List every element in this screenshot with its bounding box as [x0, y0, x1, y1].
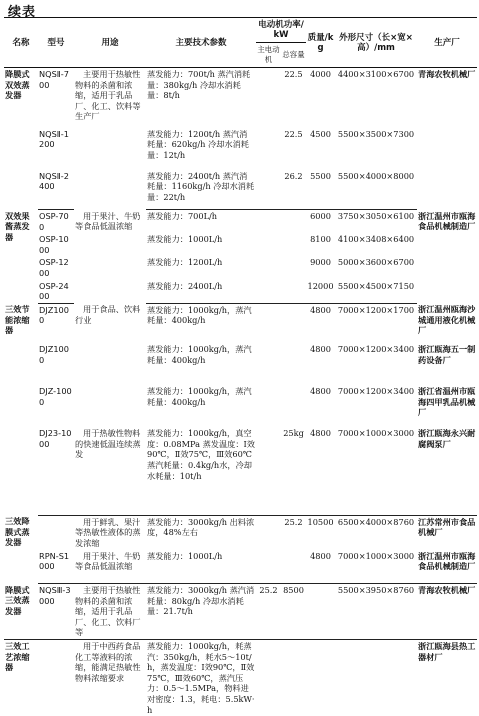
- cell-params: 蒸发能力：2400L/h: [146, 280, 256, 304]
- cell-motor-main: [256, 385, 281, 427]
- cell-dims: 5500×4000×8000: [335, 170, 417, 210]
- cell-mass: [306, 640, 335, 716]
- cell-model: OSP-2400: [38, 280, 74, 304]
- header-model: 型号: [38, 18, 74, 68]
- cell-params: 蒸发能力：1000kg/h，蒸汽耗量：400kg/h: [146, 385, 256, 427]
- cell-motor-total: [281, 385, 306, 427]
- table-row: [4, 550, 477, 584]
- cell-maker: 浙江温州市瓯海食品机械制造厂: [417, 210, 477, 304]
- table-row: [4, 385, 477, 427]
- header-dims: 外形尺寸（长×宽×高）/mm: [335, 18, 417, 68]
- cell-motor-main: [256, 640, 281, 716]
- cell-mass: 4000: [306, 68, 335, 128]
- cell-name: 三效节能浓缩器: [4, 303, 38, 515]
- cell-dims: 4100×3408×6400: [335, 233, 417, 256]
- equipment-spec-table: [4, 17, 477, 716]
- cell-motor-total: 26.2: [281, 170, 306, 210]
- cell-maker: 浙江温州市瓯海食品机械制造厂: [417, 550, 477, 584]
- table-row: [4, 210, 477, 234]
- cell-params: 蒸发能力：1000kg/h，真空度：0.08MPa 蒸发温度：Ⅰ效90℃，Ⅱ效75℃，Ⅲ效60℃ 蒸汽耗量：0.4kg/h水，冷却水耗量：10t/h: [146, 427, 256, 515]
- cell-name: 三效工艺浓缩器: [4, 640, 38, 716]
- cell-model: DJZ-1000: [38, 385, 74, 427]
- cell-use: [74, 385, 146, 427]
- cell-name: 三效降膜式蒸发器: [4, 515, 38, 583]
- cell-motor-total: 22.5: [281, 68, 306, 128]
- cell-params: 蒸发能力：1000L/h: [146, 550, 256, 584]
- cell-motor-total: [281, 256, 306, 279]
- cell-motor-total: 22.5: [281, 128, 306, 170]
- cell-maker: 青海农牧机械厂: [417, 68, 477, 210]
- cell-motor-main: [256, 256, 281, 279]
- cell-use: 用于果汁、牛奶等食品低温浓缩: [74, 550, 146, 584]
- cell-mass: [306, 584, 335, 640]
- header-motor-main: 主电动机: [256, 43, 281, 68]
- cell-params: 蒸发能力：1200L/h: [146, 256, 256, 279]
- cell-motor-total: [281, 550, 306, 584]
- cell-model: [38, 640, 74, 716]
- cell-name: 双效果酱蒸发器: [4, 210, 38, 304]
- cell-dims: 5500×3950×8760: [335, 584, 417, 640]
- table-row: [4, 68, 477, 128]
- cell-model: NQSⅡ-2400: [38, 170, 74, 210]
- cell-model: NQSⅢ-3000: [38, 584, 74, 640]
- cell-params: 蒸发能力：3000kg/h 出料浓度，48%左右: [146, 515, 256, 549]
- cell-dims: 5500×4500×7150: [335, 280, 417, 304]
- cell-model: OSP-700: [38, 210, 74, 234]
- cell-motor-main: [256, 515, 281, 549]
- header-motor-total: 总容量: [281, 43, 306, 68]
- cell-model: NQSⅡ-700: [38, 68, 74, 128]
- cell-motor-total: [281, 343, 306, 385]
- cell-motor-total: [281, 303, 306, 343]
- cell-params: 蒸发能力：2400t/h 蒸汽消耗量：1160kg/h 冷却水消耗量：22t/h: [146, 170, 256, 210]
- cell-name: 降膜式双效蒸发器: [4, 68, 38, 210]
- cell-motor-total: [281, 640, 306, 716]
- cell-motor-main: [256, 233, 281, 256]
- cell-use: 主要用于热敏性物料的杀菌和浓缩，适用于乳品厂、化工、饮料等生产厂: [74, 68, 146, 210]
- cell-mass: 9000: [306, 256, 335, 279]
- cell-mass: 5500: [306, 170, 335, 210]
- cell-dims: 3750×3050×6100: [335, 210, 417, 234]
- cell-use: 用于热敏性物料的快速低温连续蒸发: [74, 427, 146, 515]
- cell-dims: 5500×3500×7300: [335, 128, 417, 170]
- cell-use: 用于果汁、牛奶等食品低温浓缩: [74, 210, 146, 304]
- table-row: [4, 584, 477, 640]
- cell-use: 主要用于热敏性物料的杀菌和浓缩，适用于乳品厂、化工、饮料厂等: [74, 584, 146, 640]
- cell-dims: 7000×1200×3400: [335, 343, 417, 385]
- cell-motor-main: [256, 210, 281, 234]
- continued-label: 续表: [8, 1, 36, 20]
- cell-motor-main: [256, 280, 281, 304]
- cell-mass: 8100: [306, 233, 335, 256]
- cell-dims: 7000×1000×3000: [335, 427, 417, 515]
- cell-dims: 4400×3100×6700: [335, 68, 417, 128]
- cell-mass: 4800: [306, 550, 335, 584]
- cell-params: 蒸发能力：1000kg/h，耗蒸汽：350kg/h，耗水5～10t/h，蒸发温度：Ⅰ效90℃，Ⅱ效75℃，Ⅲ效60℃，蒸汽压力：0.5～1.5MPa，物料进对密度：1.3，耗电：5.5kW·h: [146, 640, 256, 716]
- table-row: [4, 343, 477, 385]
- cell-model: DJZ1000: [38, 303, 74, 343]
- header-use: 用途: [74, 18, 146, 68]
- cell-maker: 浙江瓯海五一制药设备厂: [417, 343, 477, 385]
- cell-dims: 7000×1000×3000: [335, 550, 417, 584]
- cell-maker: 浙江瓯海县热工器材厂: [417, 640, 477, 716]
- cell-model: DJ23-1000: [38, 427, 74, 515]
- table-row: [4, 303, 477, 343]
- cell-model: DJZ1000: [38, 343, 74, 385]
- cell-dims: 5000×3600×6700: [335, 256, 417, 279]
- table-row: [4, 640, 477, 716]
- cell-maker: 浙江温州瓯海沙城通用液化机械厂: [417, 303, 477, 343]
- cell-params: 蒸发能力：700L/h: [146, 210, 256, 234]
- cell-params: 蒸发能力：1200t/h 蒸汽消耗量：620kg/h 冷却水消耗量：12t/h: [146, 128, 256, 170]
- cell-dims: 6500×4000×8760: [335, 515, 417, 549]
- cell-name: 降膜式三效蒸发器: [4, 584, 38, 640]
- cell-model: OSP-1200: [38, 256, 74, 279]
- cell-model: RPN-S1000: [38, 550, 74, 584]
- cell-motor-main: [256, 427, 281, 515]
- cell-params: 蒸发能力：700t/h 蒸汽消耗量：380kg/h 冷却水消耗量：8t/h: [146, 68, 256, 128]
- header-maker: 生产厂: [417, 18, 477, 68]
- cell-motor-main: [256, 170, 281, 210]
- cell-motor-total: 25kg: [281, 427, 306, 515]
- cell-mass: 12000: [306, 280, 335, 304]
- cell-motor-total: [281, 233, 306, 256]
- cell-maker: 江苏常州市食品机械厂: [417, 515, 477, 549]
- cell-params: 蒸发能力：1000kg/h，蒸汽耗量：400kg/h: [146, 303, 256, 343]
- cell-model: [38, 515, 74, 549]
- cell-use: 用于中西药食品化工等液料的浓缩，能满足热敏性物料浓缩要求: [74, 640, 146, 716]
- header-name: 名称: [4, 18, 38, 68]
- cell-params: 蒸发能力：1000kg/h，蒸汽耗量：400kg/h: [146, 343, 256, 385]
- cell-use: 用于鲜乳、果汁等热敏性液体的蒸发浓缩: [74, 515, 146, 549]
- cell-mass: 4500: [306, 128, 335, 170]
- cell-model: NQSⅡ-1200: [38, 128, 74, 170]
- cell-motor-main: 25.2: [256, 584, 281, 640]
- cell-dims: [335, 640, 417, 716]
- cell-motor-total: 8500: [281, 584, 306, 640]
- cell-maker: 浙江省温州市瓯海四甲乳品机械厂: [417, 385, 477, 427]
- cell-motor-main: [256, 68, 281, 128]
- table-row: [4, 515, 477, 549]
- header-motor: 电动机功率/kW: [256, 18, 306, 43]
- cell-mass: 4800: [306, 385, 335, 427]
- cell-use: 用于食品、饮料行业: [74, 303, 146, 343]
- cell-params: 蒸发能力：1000L/h: [146, 233, 256, 256]
- table-row: [4, 427, 477, 515]
- cell-dims: 7000×1200×3400: [335, 385, 417, 427]
- cell-use: [74, 343, 146, 385]
- cell-motor-main: [256, 303, 281, 343]
- cell-motor-main: [256, 550, 281, 584]
- cell-mass: 10500: [306, 515, 335, 549]
- cell-motor-total: [281, 210, 306, 234]
- cell-maker: 青海农牧机械厂: [417, 584, 477, 640]
- header-mass: 质量/kg: [306, 18, 335, 68]
- cell-motor-total: [281, 280, 306, 304]
- cell-maker: 浙江瓯海永兴耐腐阀泵厂: [417, 427, 477, 515]
- cell-mass: 4800: [306, 343, 335, 385]
- cell-mass: 4800: [306, 427, 335, 515]
- cell-model: OSP-1000: [38, 233, 74, 256]
- cell-mass: 4800: [306, 303, 335, 343]
- cell-mass: 6000: [306, 210, 335, 234]
- cell-dims: 7000×1200×1700: [335, 303, 417, 343]
- cell-params: 蒸发能力：3000kg/h 蒸汽消耗量：80kg/h 冷却水消耗量：21.7t/h: [146, 584, 256, 640]
- cell-motor-main: [256, 128, 281, 170]
- header-params: 主要技术参数: [146, 18, 256, 68]
- cell-motor-main: [256, 343, 281, 385]
- cell-motor-total: 25.2: [281, 515, 306, 549]
